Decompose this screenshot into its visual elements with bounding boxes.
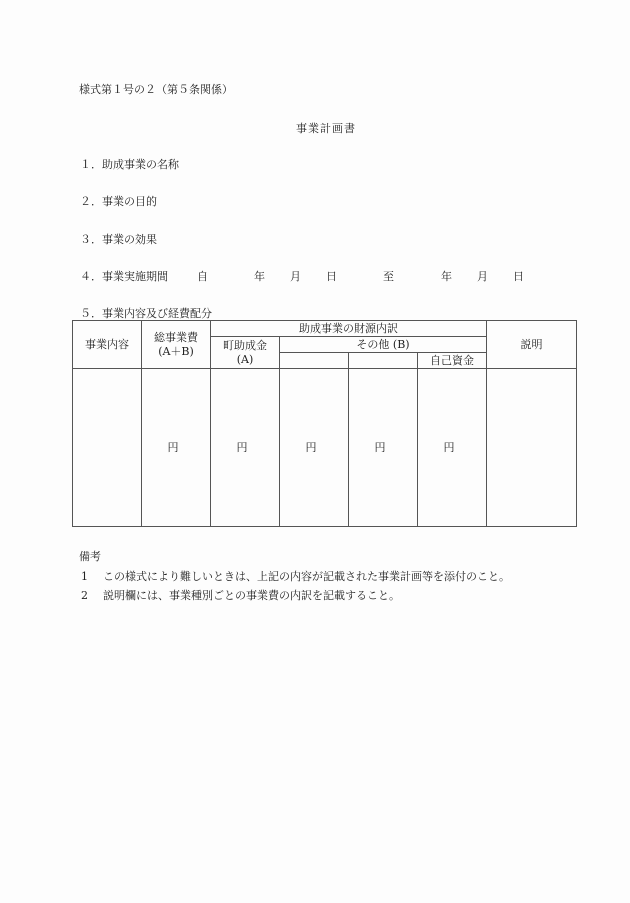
period-from-month[interactable]: 月 — [290, 270, 301, 283]
header-other: その他 (B) — [280, 337, 487, 353]
item-purpose — [80, 193, 157, 209]
item-effect — [80, 231, 157, 247]
period-to-day[interactable]: 日 — [513, 270, 524, 283]
header-total — [142, 321, 211, 369]
period-from-year[interactable]: 年 — [254, 270, 265, 283]
item-number: ４． — [80, 270, 102, 283]
cell-other1[interactable] — [280, 369, 349, 527]
table-row — [73, 369, 577, 527]
header-explanation: 説明 — [487, 321, 577, 369]
item-label: 助成事業の名称 — [102, 158, 179, 171]
item-label: 事業の目的 — [102, 195, 157, 208]
header-total-label: 総事業費 — [154, 330, 198, 344]
period-to-month[interactable]: 月 — [477, 270, 488, 283]
item-number: ３． — [80, 233, 102, 246]
item-number: １． — [80, 158, 102, 171]
period-fields — [0, 268, 630, 284]
header-content: 事業内容 — [73, 321, 142, 369]
unit-yen: 円 — [167, 440, 179, 454]
header-town-subsidy-label: 町助成金 — [223, 338, 267, 352]
unit-yen: 円 — [374, 440, 386, 454]
cell-total[interactable] — [142, 369, 211, 527]
header-town-subsidy-sub: (A) — [236, 352, 254, 366]
item-project-name — [80, 156, 179, 172]
budget-table — [72, 320, 577, 527]
header-town-subsidy — [211, 337, 280, 369]
cell-other2[interactable] — [349, 369, 418, 527]
period-from-label: 自 — [197, 270, 208, 283]
form-number: 様式第１号の２（第５条関係） — [79, 83, 233, 96]
note-number: 1 — [81, 570, 88, 583]
note-item — [81, 587, 400, 603]
unit-yen: 円 — [443, 440, 455, 454]
period-from-day[interactable]: 日 — [326, 270, 337, 283]
header-own-funds: 自己資金 — [418, 353, 487, 369]
cell-explanation[interactable] — [487, 369, 577, 527]
period-to-year[interactable]: 年 — [441, 270, 452, 283]
cell-town-subsidy[interactable] — [211, 369, 280, 527]
item-label: 事業の効果 — [102, 233, 157, 246]
note-item — [81, 568, 510, 584]
note-text: 説明欄には、事業種別ごとの事業費の内訳を記載すること。 — [103, 589, 400, 602]
unit-yen: 円 — [236, 440, 248, 454]
item-label: 事業内容及び経費配分 — [102, 307, 212, 320]
page-title: 事業計画書 — [296, 122, 356, 135]
period-to-label: 至 — [383, 270, 394, 283]
item-number: ２． — [80, 195, 102, 208]
cell-content[interactable] — [73, 369, 142, 527]
note-number: 2 — [81, 589, 88, 602]
item-label: 事業実施期間 — [102, 270, 168, 283]
cell-own-funds[interactable] — [418, 369, 487, 527]
header-other-col1 — [280, 353, 349, 369]
item-number: ５． — [80, 307, 102, 320]
note-text: この様式により難しいときは、上記の内容が記載された事業計画等を添付のこと。 — [103, 570, 510, 583]
header-total-sub: (A＋B) — [158, 344, 194, 358]
unit-yen: 円 — [305, 440, 317, 454]
header-breakdown: 助成事業の財源内訳 — [211, 321, 487, 337]
item-content-budget — [80, 305, 212, 321]
header-other-col2 — [349, 353, 418, 369]
notes-heading: 備考 — [79, 550, 101, 563]
